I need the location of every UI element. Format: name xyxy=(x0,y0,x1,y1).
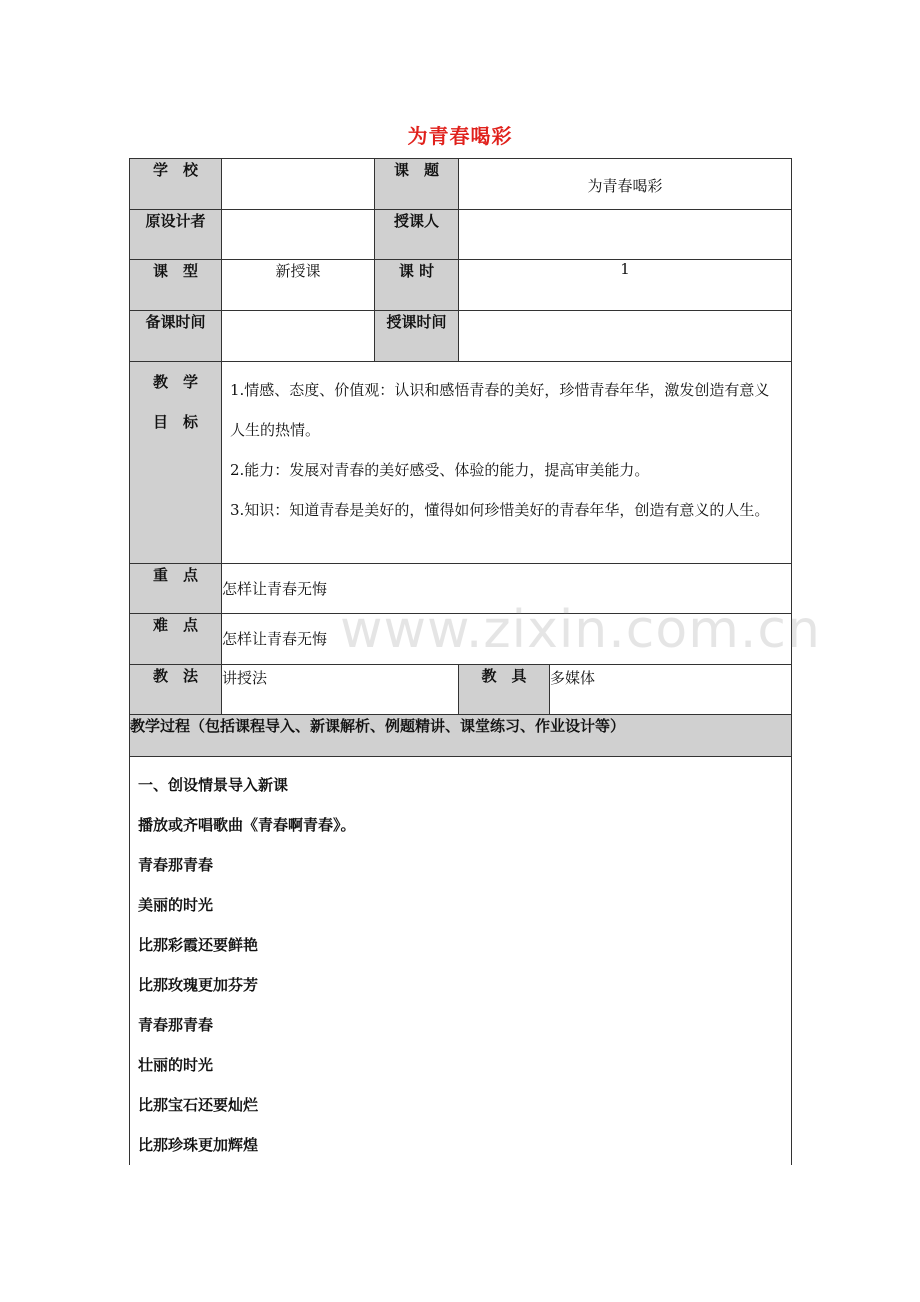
watermark: www.zixin.com.cn xyxy=(340,600,821,660)
teaching-process-body xyxy=(130,757,792,1166)
process-line: 一、创设情景导入新课 xyxy=(138,776,289,794)
document-title: 为青春喝彩 xyxy=(407,124,513,148)
process-line: 比那宝石还要灿烂 xyxy=(138,1096,259,1114)
tools-label: 教 具 xyxy=(459,665,550,715)
process-line: 青春那青春 xyxy=(138,856,214,874)
designer-label: 原设计者 xyxy=(130,210,222,260)
teacher-label: 授课人 xyxy=(375,210,459,260)
topic-value: 为青春喝彩 xyxy=(459,159,792,210)
process-line: 壮丽的时光 xyxy=(138,1056,214,1074)
method-label: 教 法 xyxy=(130,665,222,715)
teacher-value xyxy=(459,210,792,260)
lesson-hours-value: 1 xyxy=(459,260,792,311)
teach-time-label: 授课时间 xyxy=(375,311,459,362)
process-line: 播放或齐唱歌曲《青春啊青春》。 xyxy=(138,816,356,834)
lesson-type-label: 课 型 xyxy=(130,260,222,311)
teaching-goals-label-line-1: 教 学 xyxy=(152,373,198,391)
teaching-goals-label-line-2: 目 标 xyxy=(152,413,198,431)
difficulty-label: 难 点 xyxy=(130,614,222,665)
designer-value xyxy=(222,210,375,260)
lesson-hours-label: 课 时 xyxy=(375,260,459,311)
process-line: 比那玫瑰更加芬芳 xyxy=(138,976,259,994)
teaching-goals-label xyxy=(130,362,222,564)
key-point-label: 重 点 xyxy=(130,564,222,614)
process-line: 比那彩霞还要鲜艳 xyxy=(138,936,259,954)
teach-time-value xyxy=(459,311,792,362)
school-value xyxy=(222,159,375,210)
topic-label: 课 题 xyxy=(375,159,459,210)
key-point-value: 怎样让青春无悔 xyxy=(222,564,792,614)
prep-time-value xyxy=(222,311,375,362)
lesson-type-value: 新授课 xyxy=(222,260,375,311)
lesson-plan-table xyxy=(129,158,792,1165)
process-line: 美丽的时光 xyxy=(138,896,214,914)
school-label: 学 校 xyxy=(130,159,222,210)
teaching-process-header: 教学过程（包括课程导入、新课解析、例题精讲、课堂练习、作业设计等） xyxy=(130,715,792,757)
method-value: 讲授法 xyxy=(222,665,459,715)
difficulty-value: 怎样让青春无悔 xyxy=(222,614,792,665)
process-line: 比那珍珠更加辉煌 xyxy=(138,1136,259,1154)
tools-value: 多媒体 xyxy=(550,665,792,715)
goal-item: 1.情感、态度、价值观：认识和感悟青春的美好，珍惜青春年华，激发创造有意义人生的热情。 xyxy=(230,381,770,439)
goal-item: 2.能力：发展对青春的美好感受、体验的能力，提高审美能力。 xyxy=(230,461,650,479)
teaching-goals-content xyxy=(222,362,792,564)
process-line: 青春那青春 xyxy=(138,1016,214,1034)
goal-item: 3.知识：知道青春是美好的，懂得如何珍惜美好的青春年华，创造有意义的人生。 xyxy=(230,501,770,519)
prep-time-label: 备课时间 xyxy=(130,311,222,362)
